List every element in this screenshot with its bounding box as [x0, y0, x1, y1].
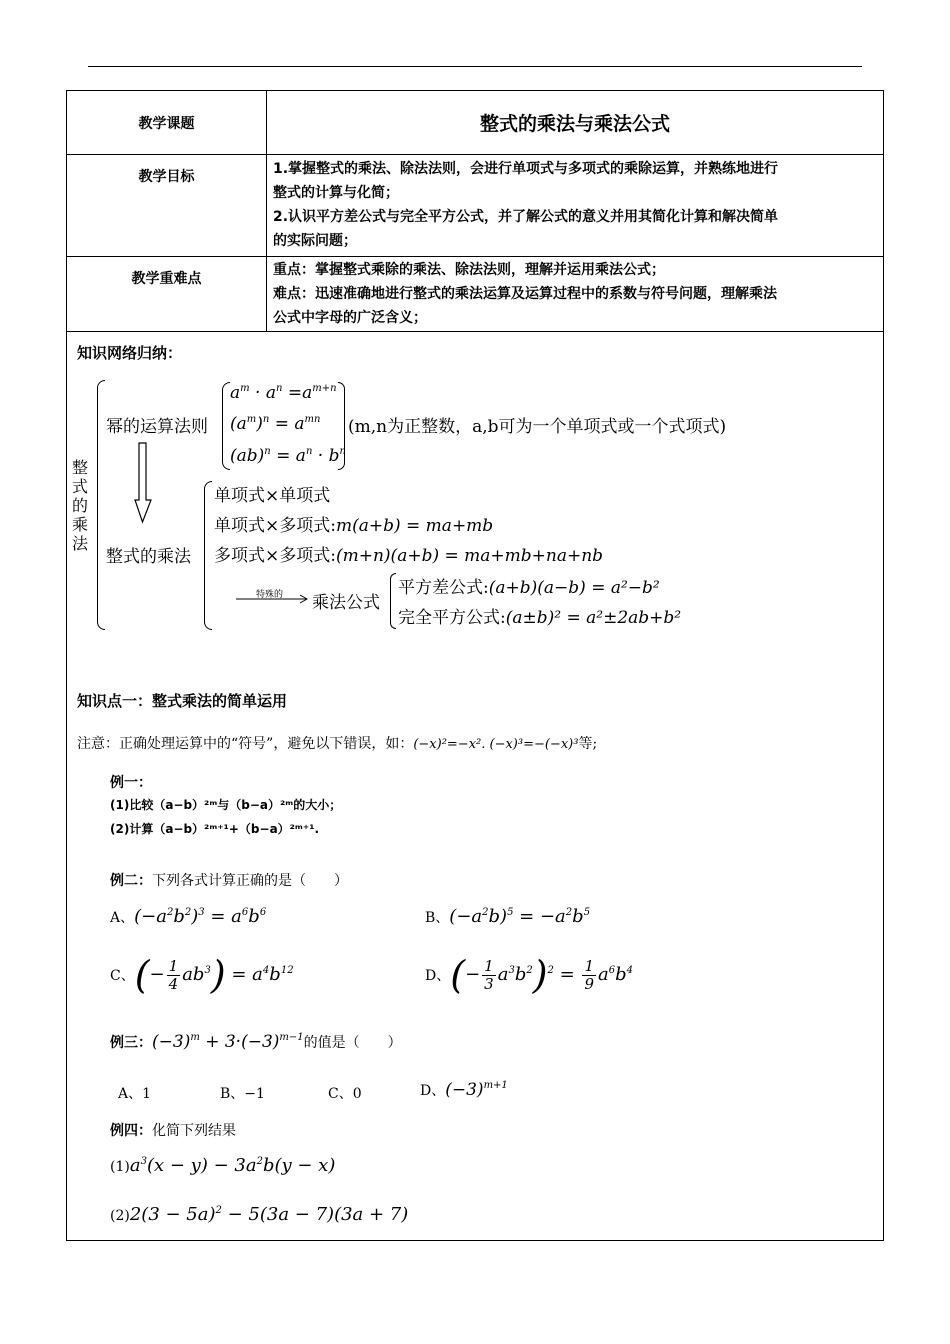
key-label: 教学重难点 — [67, 257, 267, 332]
option-a-label: A、 — [110, 910, 135, 926]
goal-line: 的实际问题； — [273, 233, 357, 249]
ex2-title: 例二： — [110, 873, 152, 889]
content-box — [66, 331, 884, 1241]
option-b-label: B、 — [425, 910, 450, 926]
ex2-row — [110, 870, 348, 890]
power-condition: (m,n为正整数，a,b可为一个单项式或一个式项式) — [348, 417, 727, 437]
section1-title: 知识点一：整式乘法的简单运用 — [77, 692, 288, 710]
header-rule — [88, 66, 862, 67]
ex3-option-a: A、1 — [118, 1086, 152, 1102]
option-d-label: D、 — [425, 968, 451, 984]
note-tail: 等; — [578, 736, 598, 752]
poly-poly-formula: (m+n)(a+b) = ma+mb+na+nb — [335, 546, 604, 566]
power-rule-3: $(ab)^n = a^n \cdot b^n$ — [230, 446, 346, 466]
down-arrow-icon — [134, 442, 152, 524]
key-content — [267, 257, 884, 332]
ex4-question: 化简下列结果 — [152, 1123, 236, 1139]
key-line: 公式中字母的广泛含义； — [273, 310, 427, 326]
ex2-option-a — [110, 906, 266, 927]
perfect-sq-formula: (a±b)² = a²±2ab+b² — [505, 608, 682, 628]
perfect-sq: 完全平方公式: — [398, 608, 506, 628]
ex4-title: 例四： — [110, 1123, 152, 1139]
poly-poly-row — [214, 541, 603, 566]
key-line: 重点：掌握整式乘除的乘法、除法法则，理解并运用乘法公式； — [273, 262, 665, 278]
part1-expr: $a^3(x - y) - 3a^2b(y - x)$ — [129, 1155, 336, 1176]
ex3-option-b: B、−1 — [220, 1086, 265, 1102]
part2-expr: $2(3 - 5a)^2 - 5(3a - 7)(3a + 7)$ — [129, 1204, 409, 1225]
topic-value: 整式的乘法与乘法公式 — [267, 91, 884, 155]
mult-label: 整式的乘法 — [106, 547, 191, 567]
part1-label: (1) — [110, 1159, 130, 1175]
option-d-label: D、 — [420, 1083, 446, 1099]
power-rules-label: 幂的运算法则 — [106, 417, 208, 437]
ex1-q2: (2)计算（a−b）²ᵐ⁺¹+（b−a）²ᵐ⁺¹. — [110, 822, 320, 836]
goal-line: 整式的计算与化简； — [273, 185, 399, 201]
ex2-question: 下列各式计算正确的是（ ） — [152, 873, 348, 889]
topic-label: 教学课题 — [67, 91, 267, 155]
option-a-expr: $(-a^2b^2)^3 = a^6b^6$ — [134, 906, 267, 927]
note-text: 注意：正确处理运算中的“符号”，避免以下错误，如： — [77, 736, 414, 752]
formula-label: 乘法公式 — [312, 593, 380, 613]
goal-label: 教学目标 — [67, 155, 267, 257]
option-c-expr: (− $\frac{1}{4}$ $ab^3) = a^4b^{12}$ — [134, 953, 294, 997]
power-rule-1: $a^m \cdot a^n =a^{m+n}$ — [230, 383, 337, 403]
note-row — [77, 733, 597, 753]
poly-poly: 多项式×多项式: — [214, 546, 336, 566]
option-d-expr: $(-3)^{m+1}$ — [445, 1080, 508, 1100]
mono-mono: 单项式×单项式 — [214, 486, 331, 506]
special-label: 特殊的 — [256, 590, 284, 600]
vertical-label: 整式的乘法 — [71, 458, 88, 553]
lesson-header-table — [66, 90, 884, 332]
option-b-expr: $(-a^2b)^5 = -a^2b^5$ — [449, 906, 591, 927]
ex3-question: 的值是（ ） — [303, 1035, 402, 1051]
goal-line: 1.掌握整式的乘法、除法法则，会进行单项式与多项式的乘除运算，并熟练地进行 — [273, 161, 779, 177]
mult-brace — [204, 481, 212, 630]
ex4-row — [110, 1120, 236, 1140]
network-title: 知识网络归纳： — [77, 344, 183, 362]
ex2-option-d — [425, 953, 634, 997]
mono-poly: 单项式×多项式: — [214, 516, 336, 536]
key-line: 难点：迅速准确地进行整式的乘法运算及运算过程中的系数与符号问题，理解乘法 — [273, 286, 777, 302]
ex3-option-d — [420, 1080, 508, 1100]
ex4-part2 — [110, 1204, 408, 1225]
diff-sq: 平方差公式: — [398, 578, 489, 598]
mono-poly-row — [214, 511, 493, 536]
ex3-option-c: C、0 — [328, 1086, 362, 1102]
right-arrow-icon — [236, 594, 310, 604]
mono-poly-formula: m(a+b) = ma+mb — [335, 516, 494, 536]
goal-line: 2.认识平方差公式与完全平方公式，并了解公式的意义并用其简化计算和解决简单 — [273, 209, 779, 225]
outer-brace — [97, 380, 105, 630]
ex3-title: 例三： — [110, 1035, 152, 1051]
goal-content — [267, 155, 884, 257]
perfect-sq-row — [398, 603, 681, 628]
note-expr: (−x)²=−x². (−x)³=−(−x)³ — [413, 737, 579, 752]
option-d-expr: (− $\frac{1}{3}$ $a^3b^2)^2$ = $\frac{1}{9}$ $a^6b^4$ — [450, 953, 634, 997]
diff-sq-row — [398, 573, 660, 598]
ex1-q1: (1)比较（a−b）²ᵐ与（b−a）²ᵐ的大小； — [110, 798, 342, 812]
left-rule-bottom — [66, 564, 67, 604]
ex2-option-b — [425, 906, 590, 927]
left-rule-top — [66, 378, 67, 440]
formula-brace — [390, 573, 396, 629]
power-brace — [222, 382, 230, 470]
ex3-expr: $(-3)^m + 3\cdot(-3)^{m-1}$ — [152, 1032, 304, 1052]
diff-sq-formula: (a+b)(a−b) = a²−b² — [488, 578, 660, 598]
power-close-brace — [338, 382, 345, 470]
option-c-label: C、 — [110, 968, 135, 984]
ex2-option-c — [110, 953, 294, 997]
part2-label: (2) — [110, 1208, 130, 1224]
ex3-row — [110, 1032, 402, 1052]
power-rule-2: $(a^m)^n = a^{mn}$ — [230, 414, 321, 434]
ex1-title: 例一： — [110, 775, 152, 791]
ex4-part1 — [110, 1155, 335, 1176]
